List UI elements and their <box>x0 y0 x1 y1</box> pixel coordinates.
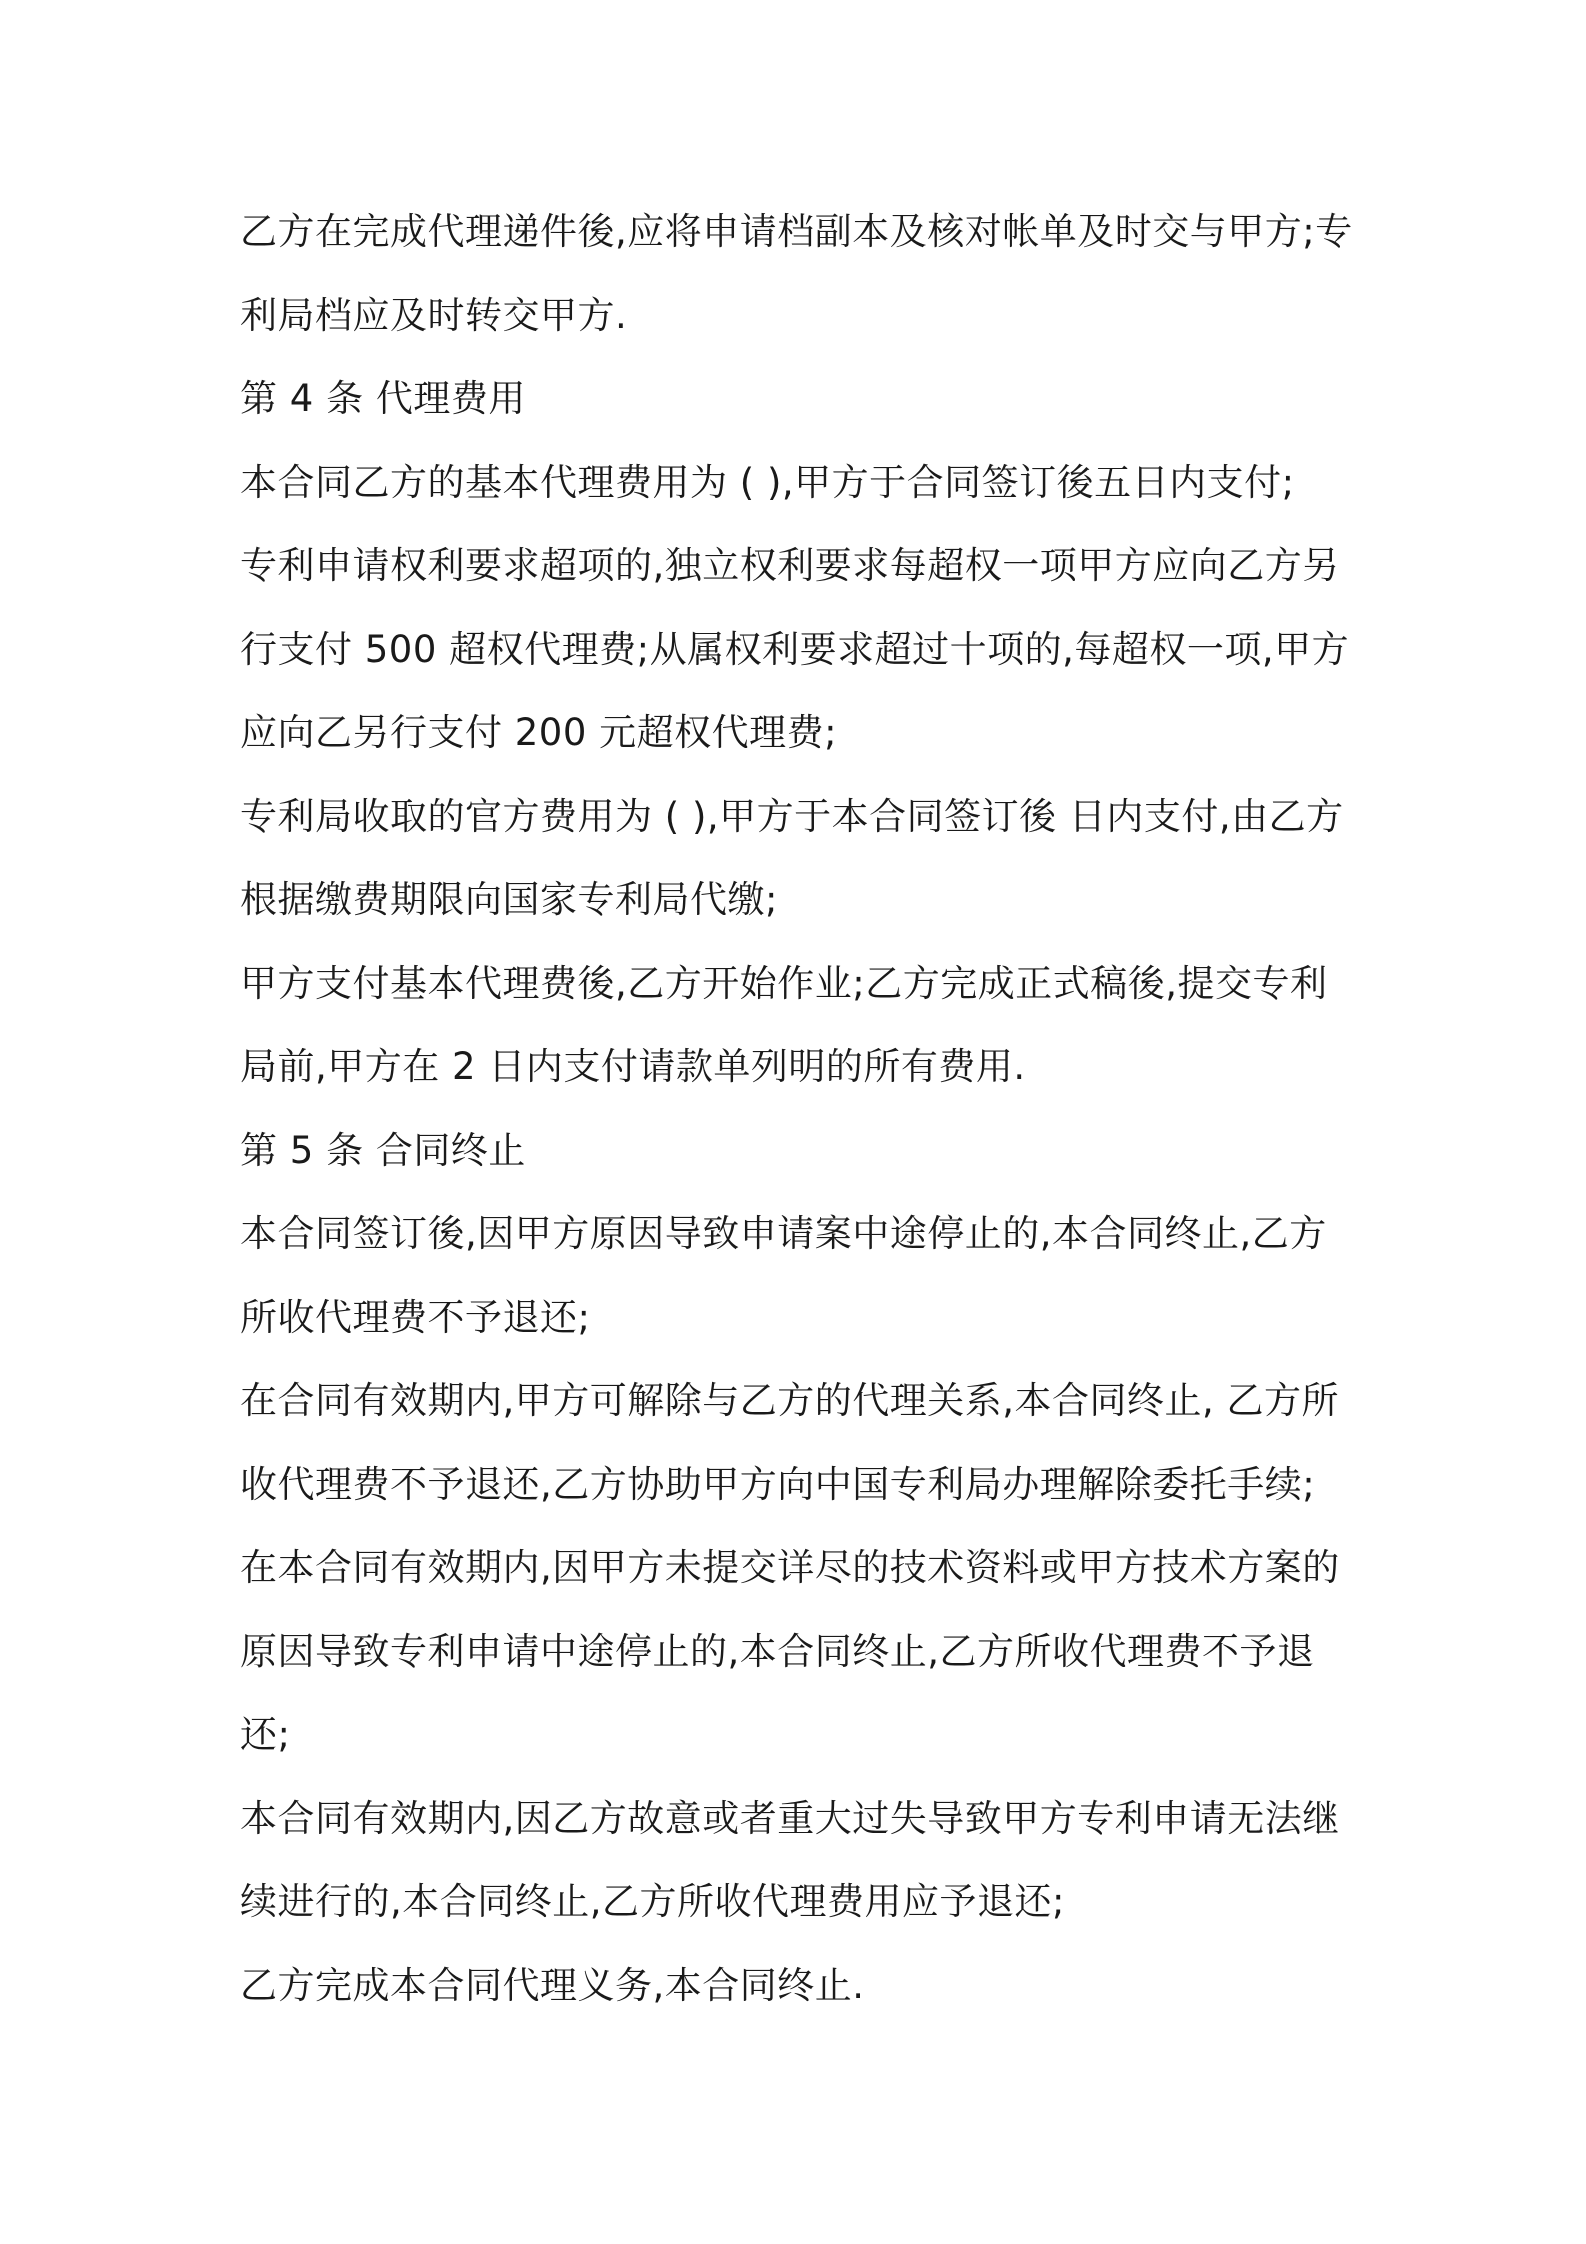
paragraph-line: 本合同有效期内,因乙方故意或者重大过失导致甲方专利申请无法继 <box>240 1796 1340 1840</box>
paragraph-line: 乙方完成本合同代理义务,本合同终止. <box>240 1963 865 2007</box>
paragraph-line: 行支付 500 超权代理费;从属权利要求超过十项的,每超权一项,甲方 <box>240 627 1350 671</box>
paragraph-line: 原因导致专利申请中途停止的,本合同终止,乙方所收代理费不予退 <box>240 1629 1315 1673</box>
paragraph-line: 还; <box>240 1713 291 1756</box>
document-body <box>240 190 1360 2027</box>
paragraph-line: 在本合同有效期内,因甲方未提交详尽的技术资料或甲方技术方案的 <box>240 1546 1340 1589</box>
paragraph-line: 应向乙另行支付 200 元超权代理费; <box>240 711 838 754</box>
article-4-heading: 第 4 条 代理费用 <box>240 377 526 420</box>
paragraph-line: 甲方支付基本代理费後,乙方开始作业;乙方完成正式稿後,提交专利 <box>240 961 1328 1005</box>
paragraph-line: 乙方在完成代理递件後,应将申请档副本及核对帐单及时交与甲方;专 <box>240 210 1353 253</box>
paragraph-line: 收代理费不予退还,乙方协助甲方向中国专利局办理解除委托手续; <box>240 1462 1316 1506</box>
paragraph-line: 专利申请权利要求超项的,独立权利要求每超权一项甲方应向乙方另 <box>240 544 1340 587</box>
paragraph-line: 续进行的,本合同终止,乙方所收代理费用应予退还; <box>240 1880 1065 1923</box>
paragraph-line: 利局档应及时转交甲方. <box>240 293 628 337</box>
paragraph-line: 本合同签订後,因甲方原因导致申请案中途停止的,本合同终止,乙方 <box>240 1212 1327 1255</box>
article-5-heading: 第 5 条 合同终止 <box>240 1128 526 1172</box>
paragraph-line: 局前,甲方在 2 日内支付请款单列明的所有费用. <box>240 1045 1026 1088</box>
paragraph-line: 根据缴费期限向国家专利局代缴; <box>240 878 778 921</box>
paragraph-line: 在合同有效期内,甲方可解除与乙方的代理关系,本合同终止, 乙方所 <box>240 1379 1340 1422</box>
paragraph-line: 本合同乙方的基本代理费用为 ( ),甲方于合同签订後五日内支付; <box>240 460 1295 504</box>
paragraph-line: 所收代理费不予退还; <box>240 1295 591 1339</box>
paragraph-line: 专利局收取的官方费用为 ( ),甲方于本合同签订後 日内支付,由乙方 <box>240 794 1344 838</box>
